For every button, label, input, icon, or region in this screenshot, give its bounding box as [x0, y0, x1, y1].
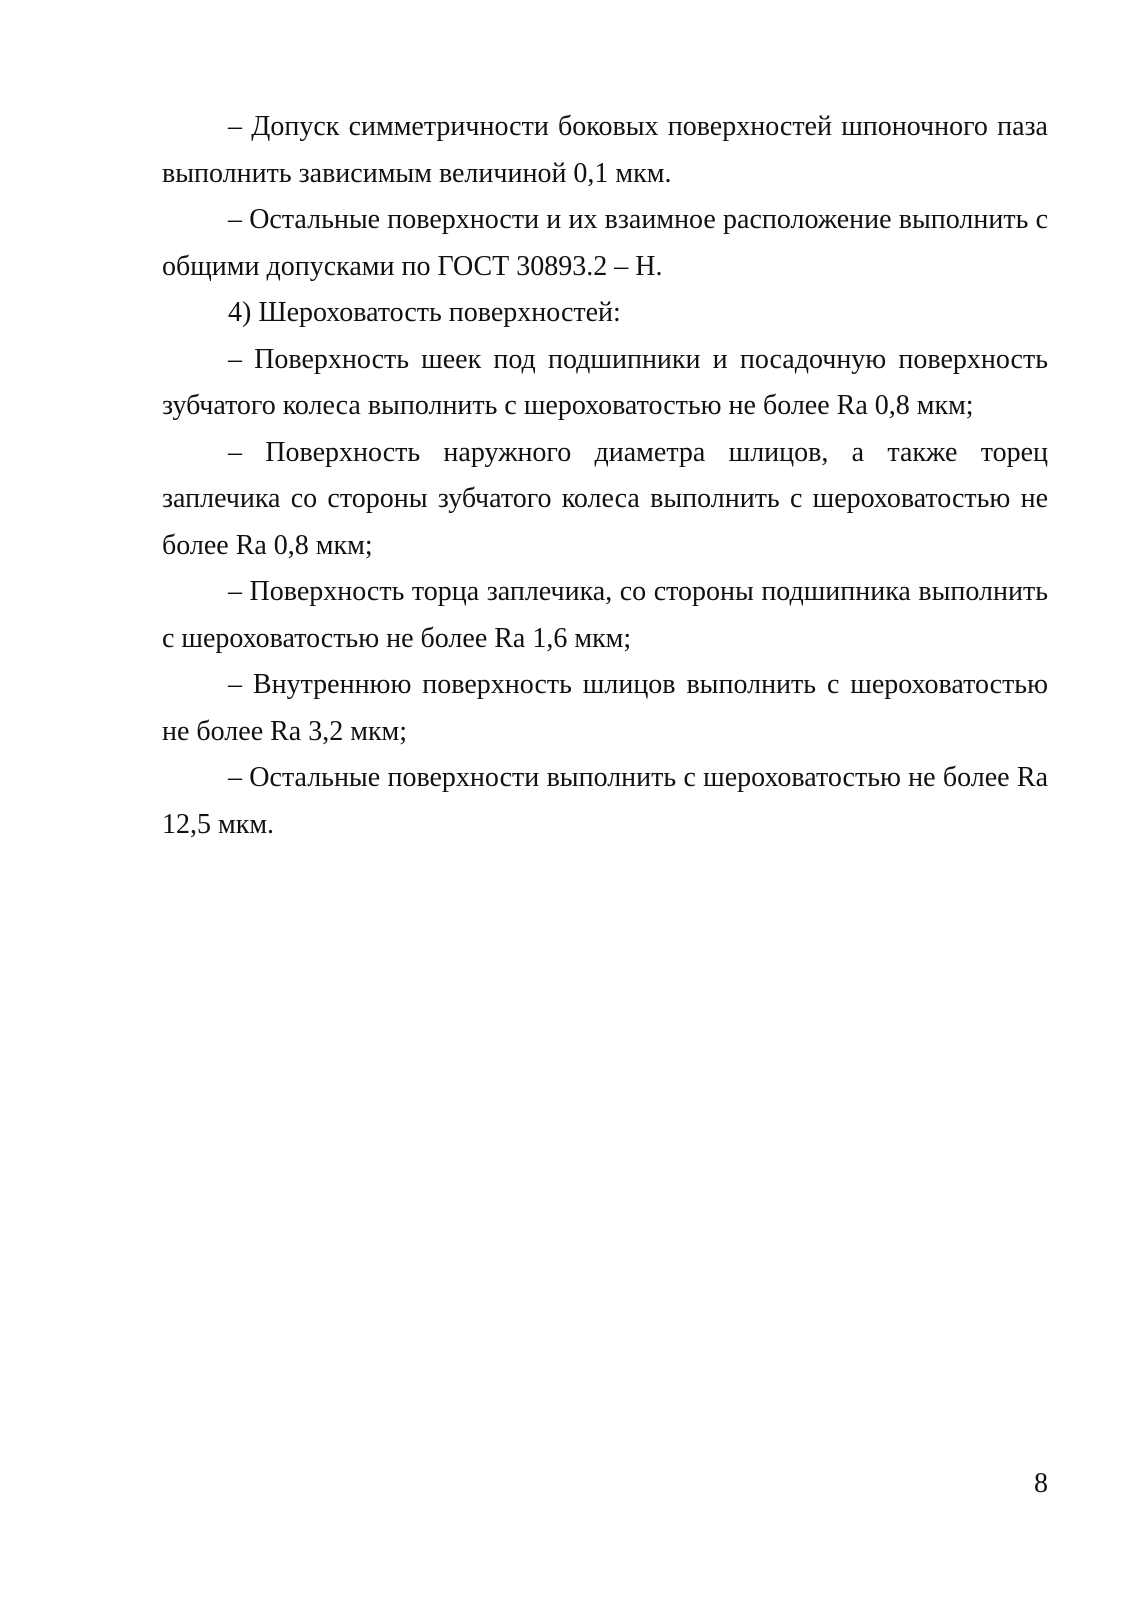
paragraph-shoulder-roughness: – Поверхность торца заплечика, со стороны подшипника выполнить с шероховатостью не более Ra 1,6 мкм;: [162, 576, 1048, 654]
paragraph-roughness-heading: 4) Шероховатость поверхностей:: [228, 297, 621, 328]
paragraph-spline-outer-roughness: – Поверхность наружного диаметра шлицов, а также торец заплечика со стороны зубчатого колеса выполнить с шероховатостью не более Ra 0,8 мкм;: [162, 436, 1048, 561]
page-number: 8: [1034, 1468, 1048, 1499]
paragraph-spline-inner-roughness: – Внутреннюю поверхность шлицов выполнить с шероховатостью не более Ra 3,2 мкм;: [162, 669, 1048, 747]
paragraph-journal-roughness: – Поверхность шеек под подшипники и посадочную поверхность зубчатого колеса выполнить с шероховатостью не более Ra 0,8 мкм;: [162, 343, 1048, 421]
paragraph-other-roughness: – Остальные поверхности выполнить с шероховатостью не более Ra 12,5 мкм.: [162, 762, 1048, 840]
paragraph-general-tolerances: – Остальные поверхности и их взаимное расположение выполнить с общими допусками по ГОСТ 30893.2 – Н.: [162, 204, 1048, 282]
page-body: [162, 104, 1048, 848]
paragraph-symmetry-tolerance: – Допуск симметричности боковых поверхностей шпоночного паза выполнить зависимым величиной 0,1 мкм.: [162, 111, 1048, 189]
